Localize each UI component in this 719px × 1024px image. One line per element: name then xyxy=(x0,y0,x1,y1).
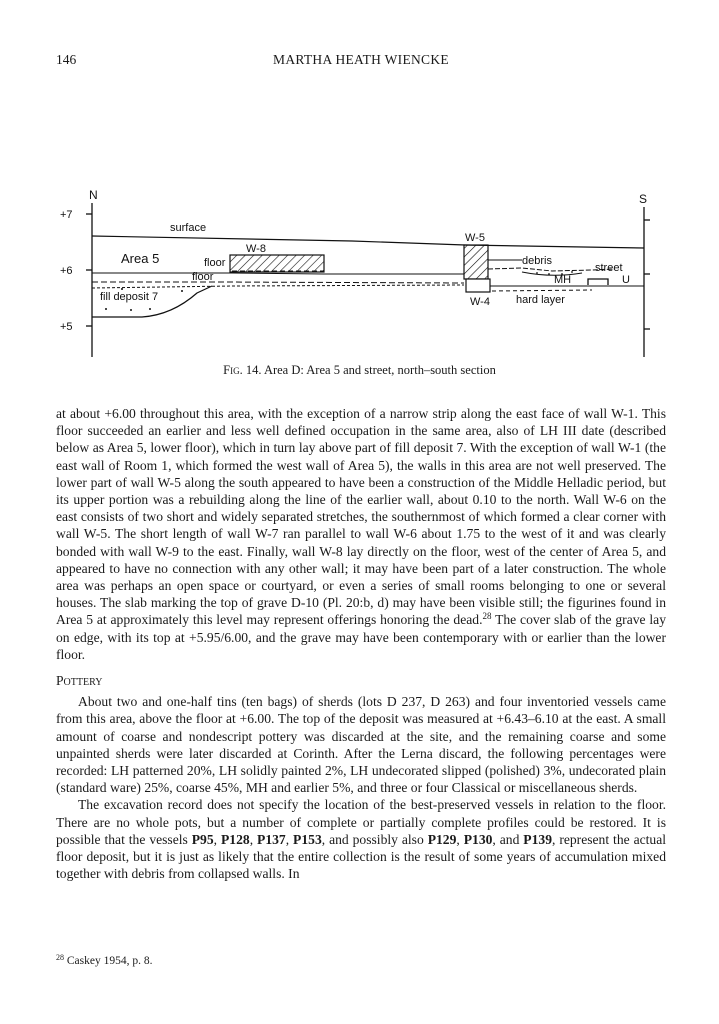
section-heading: Pottery xyxy=(56,673,103,689)
wall-w8 xyxy=(230,255,324,272)
separator: , xyxy=(456,831,464,847)
area-5-label: Area 5 xyxy=(121,251,160,266)
running-head-author: MARTHA HEATH WIENCKE xyxy=(273,52,449,67)
mh-label: MH xyxy=(554,274,572,286)
footnote-text: Caskey 1954, p. 8. xyxy=(66,955,153,967)
vessel-ref: P95 xyxy=(191,831,214,847)
paragraph-text: at about +6.00 throughout this area, with the exception of a narrow strip along the east face of wall W-1. This floor succeeded an earlier and less well defined occupation in the same area, also of LH III date (described below as Area 5, lower floor), which in turn lay above part of fill deposit 7. With the exception of wall W-1 (the east wall of Room 1, which formed the west wall of Area 5), the walls in this area are not well preserved. The lower part of wall W-5 along the south appeared to have been a construction of the Middle Helladic period, but its upper portion was a rebuilding along the line of the earlier wall, about 0.10 to the north. Wall W-6 on the east consists of two short and widely separated stretches, the southernmost of which formed a clear corner with wall W-5. The short length of wall W-7 ran parallel to wall W-6 about 1.75 to the west of it and was clearly bonded with wall W-9 to the east. Finally, wall W-8 lay directly on the floor, west of the center of Area 5, and appeared to have no connection with any other wall; it may have been part of a later construction. The whole area was perhaps an open space or courtyard, or even a series of small rooms belonging to one or several houses. The slab marking the top of grave D-10 (Pl. 20:b, d) may have been visible still; the figurines found in Area 5 at approximately this level may represent offerings honoring the dead. xyxy=(56,406,666,628)
paragraph-text: The excavation record does not specify the location of the best-preserved vessels in relation to the floor. There are no whole pots, but a number of complete or partially complete profiles could be restored. It is possible that the vessels xyxy=(56,797,666,847)
surface-line xyxy=(92,236,644,248)
surface-label: surface xyxy=(170,222,207,234)
elevation-plus6: +6 xyxy=(60,265,73,277)
vessel-ref: P139 xyxy=(523,831,552,847)
vessel-ref: P128 xyxy=(220,831,250,847)
footnote-reference: 28 xyxy=(482,611,492,622)
w8-label: W-8 xyxy=(246,243,266,255)
u-label: U xyxy=(622,274,630,286)
debris-lens xyxy=(522,272,582,275)
hard-layer-hatch xyxy=(492,290,592,291)
wall-w5 xyxy=(464,245,488,279)
vessel-ref: P137 xyxy=(257,831,286,847)
fill-top-line xyxy=(92,285,464,288)
fill-dot xyxy=(149,308,151,310)
paragraph-text: , and possibly also xyxy=(321,831,428,847)
figure-caption xyxy=(0,363,719,378)
paragraph xyxy=(56,796,666,882)
w5-label: W-5 xyxy=(465,232,485,244)
debris-dot xyxy=(536,272,538,274)
debris-dot xyxy=(548,273,550,275)
fill-dot xyxy=(130,309,132,311)
vessel-ref: P130 xyxy=(463,831,493,847)
footnote xyxy=(56,955,666,967)
wall-w4 xyxy=(466,279,490,292)
section-drawing xyxy=(52,185,672,365)
section-figure xyxy=(52,185,672,375)
debris-dot xyxy=(571,271,573,273)
figure-caption-text: Area D: Area 5 and street, north–south section xyxy=(263,363,496,377)
paragraph-text: , represent the actual floor deposit, but it is just as likely that the entire collection is the result of some years of accumulation mixed together with debris from collapsed walls. In xyxy=(56,831,667,882)
lower-floor-line xyxy=(92,282,464,283)
elevation-plus7: +7 xyxy=(60,209,73,221)
figure-number: Fig. 14. xyxy=(223,363,262,377)
floor-lower-label: floor xyxy=(192,271,214,283)
south-label: S xyxy=(639,192,648,206)
separator: , xyxy=(213,831,221,847)
vessel-ref: P153 xyxy=(293,831,322,847)
elevation-plus5: +5 xyxy=(60,321,73,333)
body-text xyxy=(56,405,666,882)
hard-layer-label: hard layer xyxy=(516,294,565,306)
street-label: street xyxy=(595,262,623,274)
north-label: N xyxy=(89,188,98,202)
fill-dot xyxy=(121,288,123,290)
vessel-ref: P129 xyxy=(427,831,457,847)
separator: , xyxy=(285,831,294,847)
paragraph xyxy=(56,405,666,663)
footnote-number: 28 xyxy=(56,953,64,962)
u-bracket xyxy=(588,279,608,285)
floor-upper-label: floor xyxy=(204,257,226,269)
page-number: 146 xyxy=(56,52,77,67)
fill-deposit-label: fill deposit 7 xyxy=(100,291,159,303)
paragraph-text: The cover slab of the grave lay on edge, with its top at +5.95/6.00, and the grave may have been contemporary with or earlier than the lower floor. xyxy=(56,612,666,662)
paragraph-text: , and xyxy=(492,831,524,847)
w4-label: W-4 xyxy=(470,296,490,308)
fill-dot xyxy=(105,308,107,310)
fill-dot xyxy=(181,290,183,292)
running-head xyxy=(56,52,666,70)
paragraph: About two and one-half tins (ten bags) of sherds (lots D 237, D 263) and four inventoried vessels came from this area, above the floor at +6.00. The top of the deposit was measured at +6.43–6.10 at the east. A small amount of coarse and nondescript pottery was discarded at the site, and the remaining coarse and some unpainted sherds were later discarded at Corinth. After the Lerna discard, the following percentages were recorded: LH patterned 20%, LH solidly painted 2%, LH undecorated slipped (polished) 3%, undecorated plain (standard ware) 25%, coarse 45%, MH and earlier 5%, and three or four Classical or miscellaneous sherds. xyxy=(56,694,666,796)
upper-floor-line xyxy=(92,273,464,274)
separator: , xyxy=(249,831,258,847)
debris-label: debris xyxy=(522,255,552,267)
